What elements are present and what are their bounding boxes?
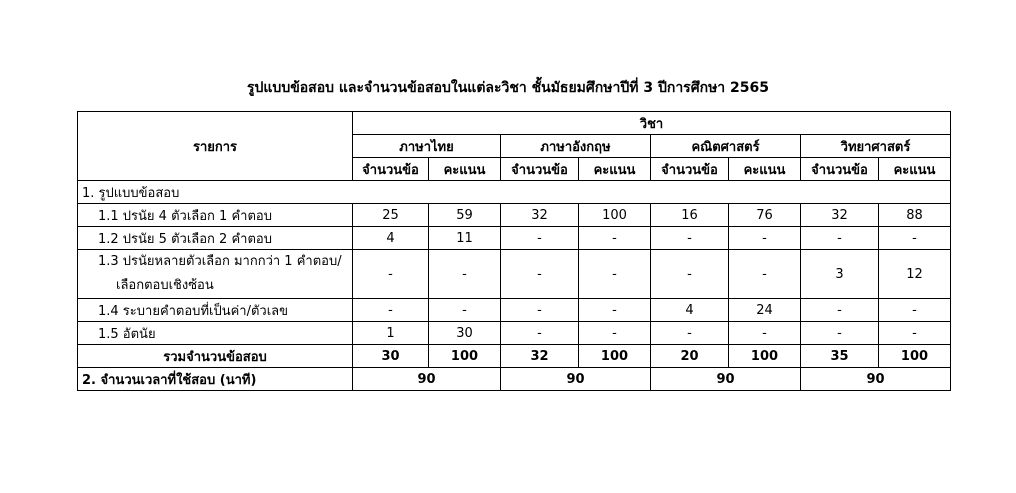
table-cell: 24	[729, 299, 801, 322]
table-cell: -	[729, 250, 801, 299]
table-cell: -	[801, 227, 879, 250]
table-cell: -	[579, 322, 651, 345]
table-cell: -	[501, 227, 579, 250]
table-cell: 3	[801, 250, 879, 299]
total-cell: 100	[879, 345, 951, 368]
total-cell: 100	[579, 345, 651, 368]
header-score: คะแนน	[579, 158, 651, 181]
total-cell: 30	[353, 345, 429, 368]
table-cell: 88	[879, 204, 951, 227]
table-cell: -	[801, 322, 879, 345]
table-cell: 4	[353, 227, 429, 250]
table-cell: -	[729, 227, 801, 250]
time-cell-math: 90	[651, 368, 801, 391]
time-cell-thai: 90	[353, 368, 501, 391]
total-row	[78, 345, 951, 368]
row-label: 1.2 ปรนัย 5 ตัวเลือก 2 คำตอบ	[78, 227, 353, 250]
total-label: รวมจำนวนข้อสอบ	[78, 345, 353, 368]
time-row	[78, 368, 951, 391]
table-cell: -	[651, 322, 729, 345]
table-cell: -	[729, 322, 801, 345]
total-cell: 35	[801, 345, 879, 368]
time-cell-science: 90	[801, 368, 951, 391]
table-cell: 30	[429, 322, 501, 345]
total-cell: 32	[501, 345, 579, 368]
table-cell: 25	[353, 204, 429, 227]
header-subject-math: คณิตศาสตร์	[651, 135, 801, 158]
header-subject-science: วิทยาศาสตร์	[801, 135, 951, 158]
table-cell: -	[651, 227, 729, 250]
table-cell: 1	[353, 322, 429, 345]
section2-label: 2. จำนวนเวลาที่ใช้สอบ (นาที)	[78, 368, 353, 391]
table-cell: 16	[651, 204, 729, 227]
table-cell: -	[353, 299, 429, 322]
table-title: รูปแบบข้อสอบ และจำนวนข้อสอบในแต่ละวิชา ชั้นมัธยมศึกษาปีที่ 3 ปีการศึกษา 2565	[247, 80, 769, 96]
table-row	[78, 250, 951, 299]
table-cell: -	[501, 299, 579, 322]
header-count: จำนวนข้อ	[651, 158, 729, 181]
table-cell: -	[353, 250, 429, 299]
table-row	[78, 299, 951, 322]
section1-heading: 1. รูปแบบข้อสอบ	[78, 181, 951, 204]
table-cell: -	[801, 299, 879, 322]
total-cell: 20	[651, 345, 729, 368]
table-cell: -	[579, 299, 651, 322]
table-cell: 100	[579, 204, 651, 227]
row-label	[78, 250, 353, 299]
row-label: 1.1 ปรนัย 4 ตัวเลือก 1 คำตอบ	[78, 204, 353, 227]
row-label-line1: 1.3 ปรนัยหลายตัวเลือก มากกว่า 1 คำตอบ/	[98, 254, 342, 269]
total-cell: 100	[429, 345, 501, 368]
table-cell: -	[879, 322, 951, 345]
table-cell: 12	[879, 250, 951, 299]
header-score: คะแนน	[429, 158, 501, 181]
header-score: คะแนน	[879, 158, 951, 181]
header-subject: วิชา	[353, 112, 951, 135]
exam-table	[77, 111, 951, 391]
table-cell: -	[579, 227, 651, 250]
table-cell: -	[879, 299, 951, 322]
table-row	[78, 204, 951, 227]
header-count: จำนวนข้อ	[353, 158, 429, 181]
header-count: จำนวนข้อ	[501, 158, 579, 181]
table-cell: -	[501, 322, 579, 345]
table-cell: -	[651, 250, 729, 299]
table-row	[78, 322, 951, 345]
row-label: 1.4 ระบายคำตอบที่เป็นค่า/ตัวเลข	[78, 299, 353, 322]
table-cell: 59	[429, 204, 501, 227]
table-row	[78, 227, 951, 250]
row-label: 1.5 อัตนัย	[78, 322, 353, 345]
header-score: คะแนน	[729, 158, 801, 181]
header-subject-english: ภาษาอังกฤษ	[501, 135, 651, 158]
header-subject-thai: ภาษาไทย	[353, 135, 501, 158]
table-cell: -	[579, 250, 651, 299]
total-cell: 100	[729, 345, 801, 368]
table-cell: -	[429, 250, 501, 299]
time-cell-english: 90	[501, 368, 651, 391]
table-cell: 76	[729, 204, 801, 227]
table-cell: -	[879, 227, 951, 250]
table-cell: 32	[501, 204, 579, 227]
header-items: รายการ	[78, 112, 353, 181]
table-cell: 4	[651, 299, 729, 322]
table-cell: -	[429, 299, 501, 322]
row-label-line2: เลือกตอบเชิงซ้อน	[116, 278, 214, 293]
header-count: จำนวนข้อ	[801, 158, 879, 181]
table-cell: 32	[801, 204, 879, 227]
table-cell: 11	[429, 227, 501, 250]
table-cell: -	[501, 250, 579, 299]
